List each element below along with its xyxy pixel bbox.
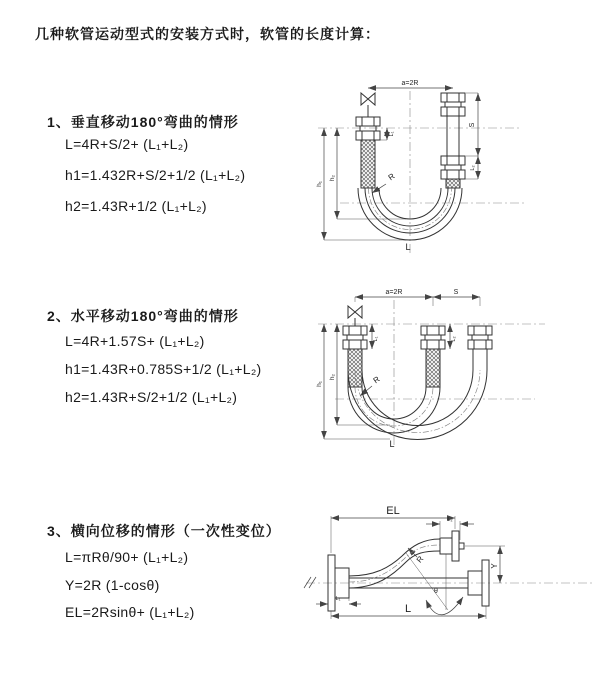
dim-label-l2: L₂ [447,517,453,523]
section3-formula-EL: EL=2Rsinθ+ (L₁+L₂) [65,604,195,620]
dim-label-r: R [414,554,426,565]
section2-formula-L: L=4R+1.57S+ (L₁+L₂) [65,333,205,349]
dim-label-l1: L₁ [389,131,395,137]
dim-label-theta: θ [434,588,438,595]
dimension-lines [324,88,478,240]
dim-label-s: S [453,289,459,296]
dim-label-a2r: a=2R [401,80,419,87]
braided-hose-left [348,349,362,387]
section3-formula-Y: Y=2R (1-cosθ) [65,577,160,593]
hose-assembly [356,93,465,240]
section3-heading: 3、横向位移的情形（一次性变位） [47,523,281,539]
dim-label-l: L [389,439,395,449]
diagram-horizontal-180-bend [310,282,600,454]
section3-formula-L: L=πRθ/90+ (L₁+L₂) [65,549,189,565]
section1-formula-L: L=4R+S/2+ (L₁+L₂) [65,136,189,152]
braided-hose-right [446,179,460,188]
section2-heading: 2、水平移动180°弯曲的情形 [47,308,239,324]
dim-label-l: L [405,242,411,252]
dim-label-r: R [386,171,397,183]
dim-label-a2r: a=2R [385,289,403,296]
dim-label-h1: h₁ [316,381,323,387]
centerlines [318,91,525,255]
dim-label-l2: L₂ [451,336,457,342]
hose-assembly [328,531,489,611]
centerline-break-mark [304,577,316,588]
section2-formula-h1: h1=1.43R+0.785S+1/2 (L₁+L₂) [65,361,262,377]
angle-arc [426,597,463,615]
section1-formula-h1: h1=1.432R+S/2+1/2 (L₁+L₂) [65,167,246,183]
section1-heading: 1、垂直移动180°弯曲的情形 [47,114,239,130]
valve-icon [361,93,375,105]
displaced-flange [452,531,459,561]
dim-label-h2: h₂ [329,373,336,381]
dim-label-r: R [371,374,382,386]
braided-hose-middle [426,349,440,387]
diagram-vertical-180-bend [310,73,600,258]
s-curve-hose [349,539,440,576]
page-title: 几种软管运动型式的安装方式时，软管的长度计算： [35,26,380,42]
valve-icon [348,306,362,318]
dim-label-l: L [404,603,412,615]
dim-label-l1: L₁ [335,596,341,602]
dim-label-y: Y [490,563,499,569]
dim-label-h2: h₂ [329,174,336,182]
dim-label-el: EL [386,505,400,517]
diagram-lateral-displacement [300,498,600,648]
section1-formula-h2: h2=1.43R+1/2 (L₁+L₂) [65,198,207,214]
braided-hose-left [361,140,375,188]
hose-assembly [343,306,492,440]
section2-formula-h2: h2=1.43R+S/2+1/2 (L₁+L₂) [65,389,238,405]
u-bend-arc-wide [348,370,487,440]
dim-label-h1: h₁ [316,181,323,187]
dim-label-s: S [469,122,476,128]
dim-label-l1: L₁ [373,336,379,342]
dim-label-l2: L₂ [470,165,476,171]
